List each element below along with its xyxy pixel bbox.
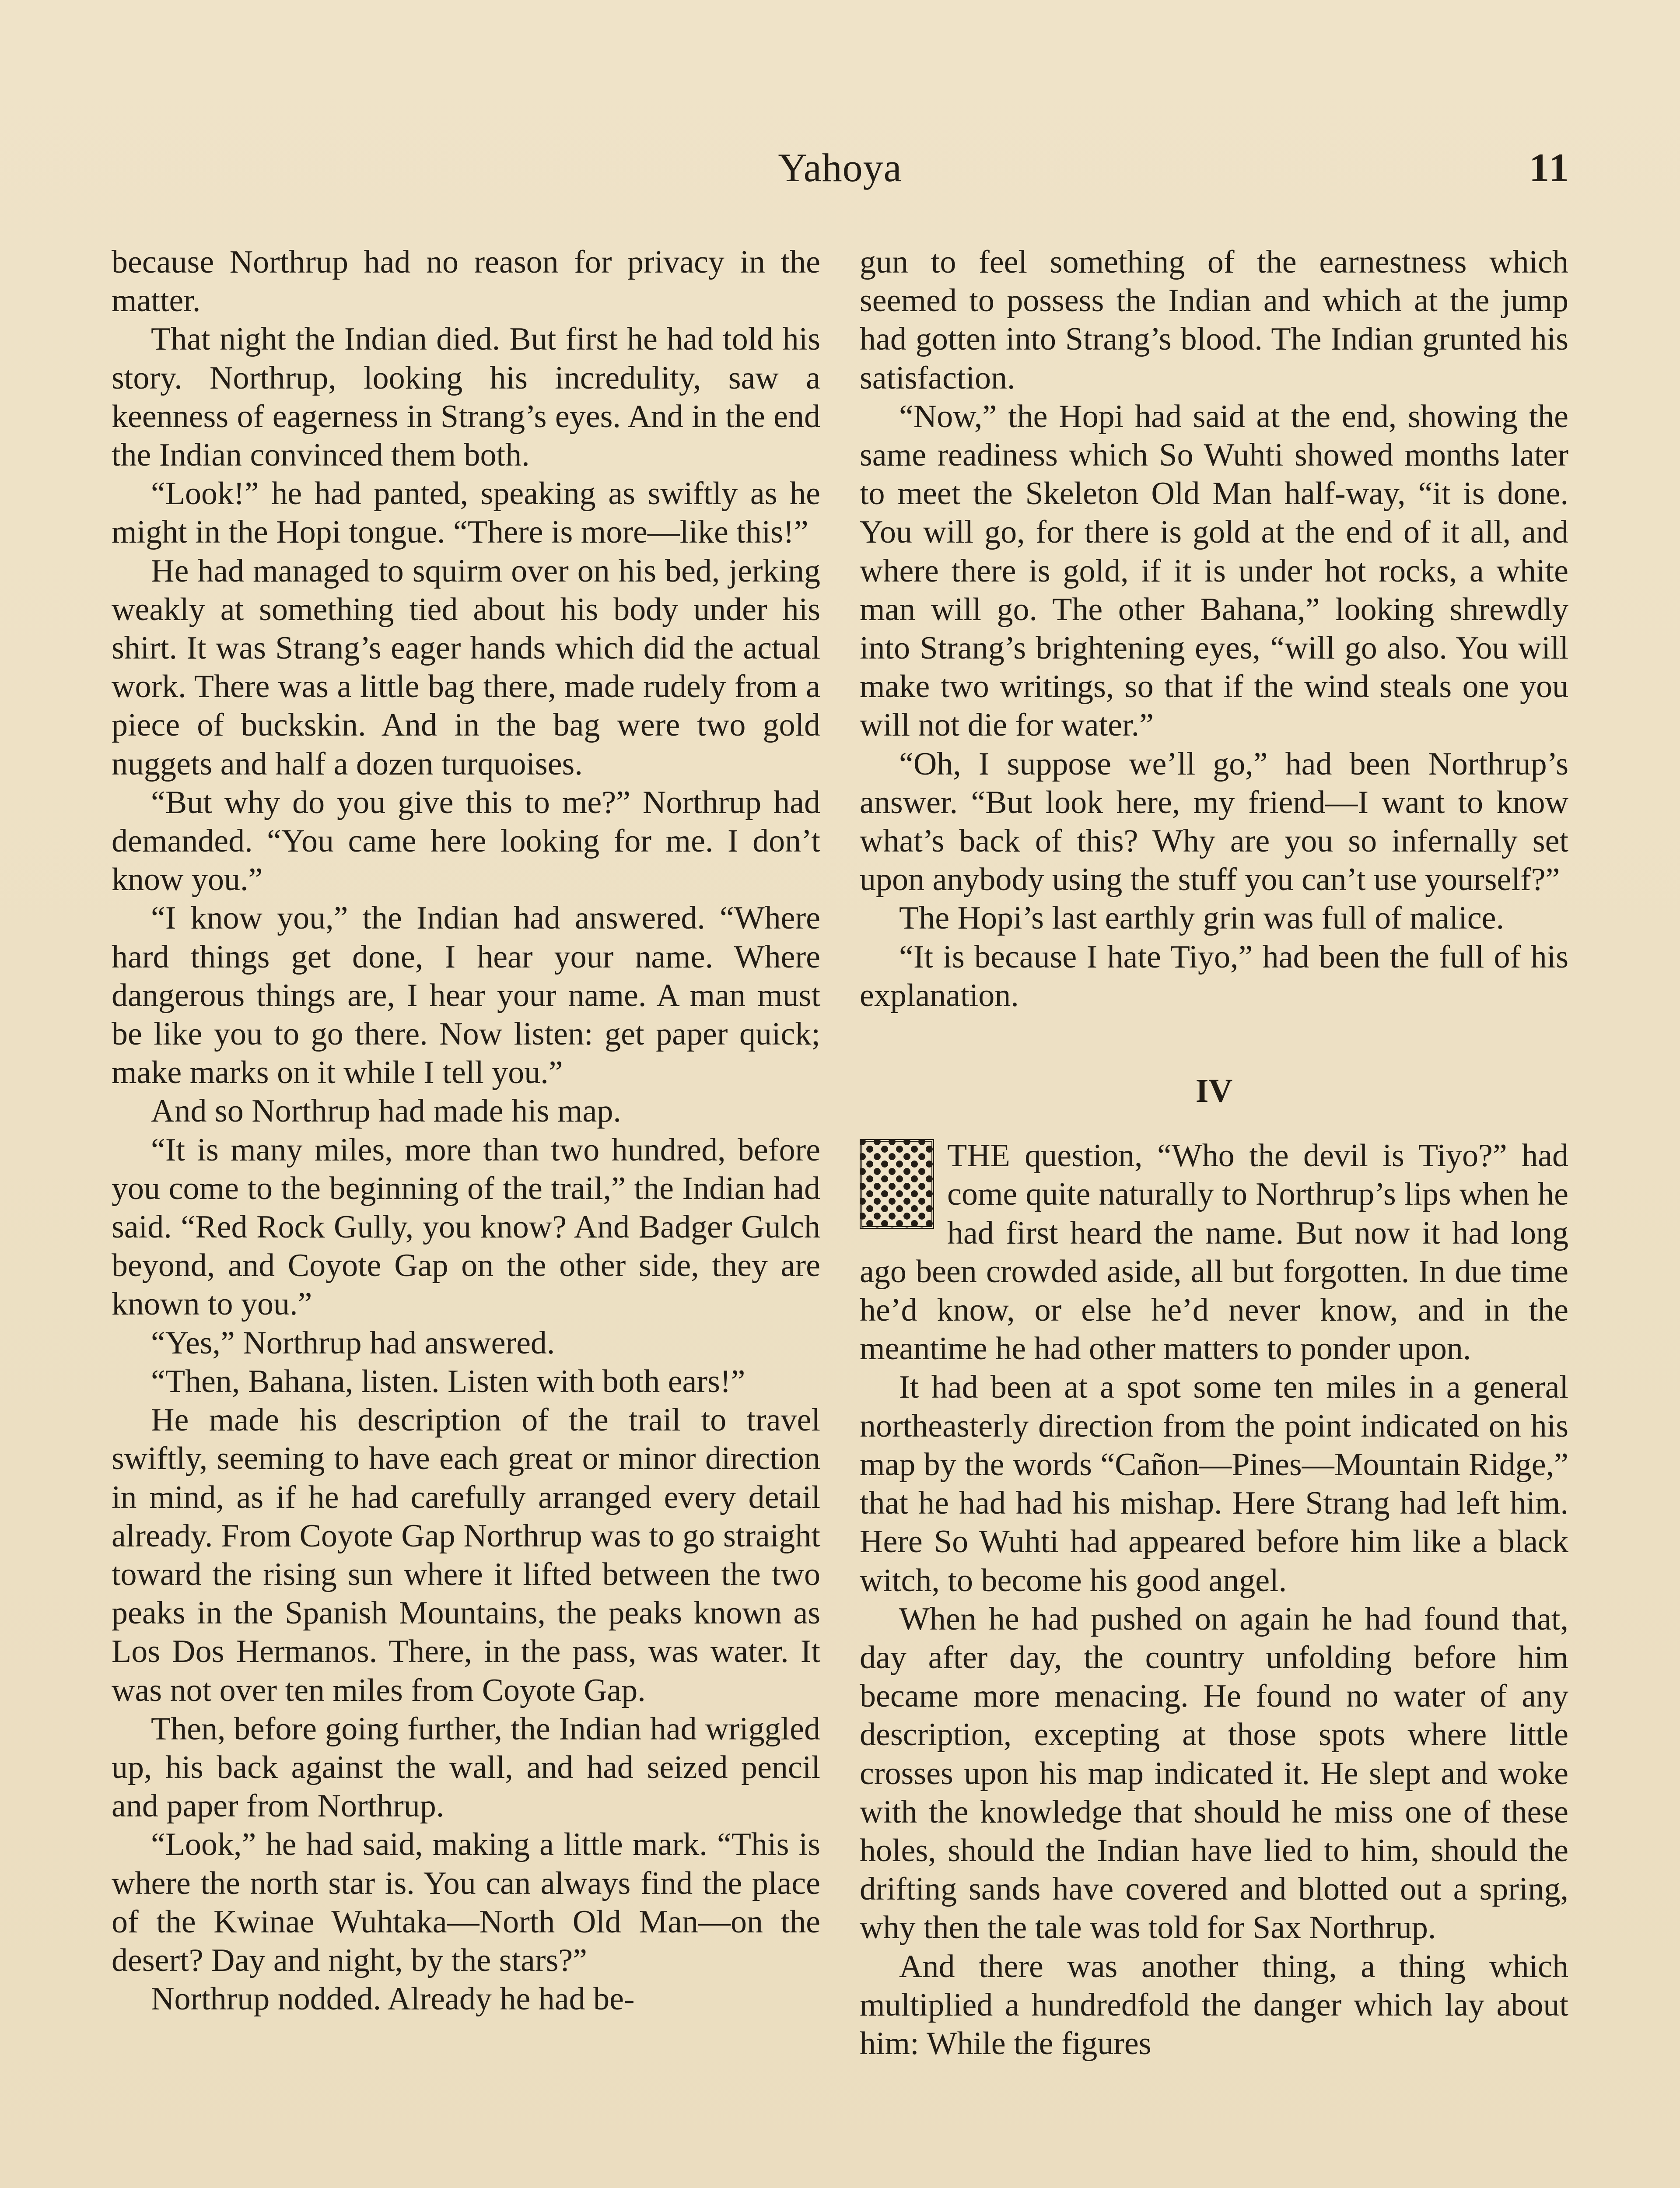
paragraph <box>112 1825 820 1980</box>
page-number: 11 <box>1529 145 1571 190</box>
paragraph <box>860 397 1568 745</box>
paragraph <box>860 1368 1568 1599</box>
paragraph-text: “It is because I hate Tiyo,” had been the full of his explanation. <box>860 939 1568 1013</box>
paragraph-text: “Now,” the Hopi had said at the end, showing the same readiness which So Wuhti showed months later to meet the Skeleton Old Man half-way, “it is done. You will go, for there is gold at the end of it all, and where there is gold, if it is under hot rocks, a white man will go. The other Bahana,” looking shrewdly into Strang’s brightening eyes, “will go also. You will make two writings, so that if the wind steals one you will not die for water.” <box>860 398 1568 743</box>
paragraph <box>112 320 820 474</box>
paragraph-text: “Yes,” Northrup had answered. <box>151 1325 555 1361</box>
paragraph <box>112 899 820 1092</box>
paragraph-text: “I know you,” the Indian had answered. “Where hard things get done, I hear your name. Where dangerous things are, I hear your name. A man must be like you to go there. Now listen: get paper quick; make marks on it while I tell you.” <box>112 900 820 1091</box>
paragraph-text: It had been at a spot some ten miles in a general northeasterly direction from the point indicated on his map by the words “Cañon—Pines—Mountain Ridge,” that he had had his mishap. Here Strang had left him. Here So Wuhti had appeared before him like a black witch, to become his good angel. <box>860 1369 1568 1599</box>
paragraph <box>112 1092 820 1130</box>
paragraph-text: And so Northrup had made his map. <box>151 1093 621 1129</box>
paragraph-text: “Look,” he had said, making a little mark. “This is where the north star is. You can always find the place of the Kwinae Wuhtaka—North Old Man—on the desert? Day and night, by the stars?” <box>112 1827 820 1978</box>
paragraph <box>860 745 1568 899</box>
paragraph <box>112 474 820 551</box>
paragraph-text: “It is many miles, more than two hundred, before you come to the beginning of the trail,” the Indian had said. “Red Rock Gully, you know? And Badger Gulch beyond, and Coyote Gap on the other side, they are known to you.” <box>112 1132 820 1322</box>
paragraph-text: gun to feel something of the earnestness which seemed to possess the Indian and which at the jump had gotten into Strang’s blood. The Indian grunted his satisfaction. <box>860 244 1568 396</box>
paragraph-text: because Northrup had no reason for privacy in the matter. <box>112 244 820 319</box>
page-title: Yahoya <box>778 145 902 190</box>
paragraph <box>860 1600 1568 1947</box>
right-column-part-one <box>860 243 1568 1015</box>
paragraph <box>860 1136 1568 1368</box>
paragraph <box>112 1362 820 1401</box>
paragraph <box>112 783 820 899</box>
paragraph <box>112 1324 820 1362</box>
section-number: IV <box>1195 1073 1233 1110</box>
paragraph <box>112 1710 820 1826</box>
paragraph-text: “Look!” he had panted, speaking as swiftly as he might in the Hopi tongue. “There is more—like this!” <box>112 476 820 551</box>
paragraph <box>112 1980 820 2018</box>
paragraph-text: “Then, Bahana, listen. Listen with both ears!” <box>151 1363 746 1399</box>
paragraph <box>112 552 820 783</box>
paragraph-text: Northrup nodded. Already he had be- <box>151 1981 635 2017</box>
paragraph <box>860 243 1568 397</box>
paragraph-text: That night the Indian died. But first he had told his story. Northrup, looking his incredulity, saw a keenness of eagerness in Strang’s eyes. And in the end the Indian convinced them both. <box>112 321 820 473</box>
paragraph-text: “Oh, I suppose we’ll go,” had been Northrup’s answer. “But look here, my friend—I want to know what’s back of this? Why are you so infernally set upon anybody using the stuff you can’t use yourself?” <box>860 746 1568 898</box>
paragraph <box>860 1947 1568 2063</box>
paragraph <box>112 243 820 320</box>
paragraph-text: He made his description of the trail to travel swiftly, seeming to have each great or minor direction in mind, as if he had carefully arranged every detail already. From Coyote Gap Northrup was to go straight toward the rising sun where it lifted between the two peaks in the Spanish Mountains, the peaks known as Los Dos Hermanos. There, in the pass, was water. It was not over ten miles from Coyote Gap. <box>112 1402 820 1708</box>
paragraph-text: And there was another thing, a thing which multiplied a hundredfold the danger which lay about him: While the figures <box>860 1948 1568 2062</box>
left-column <box>112 243 820 2018</box>
ornamental-dropcap-icon <box>860 1139 934 1229</box>
paragraph-text: Then, before going further, the Indian had wriggled up, his back against the wall, and had seized pencil and paper from Northrup. <box>112 1711 820 1824</box>
paragraph-text: He had managed to squirm over on his bed, jerking weakly at something tied about his body under his shirt. It was Strang’s eager hands which did the actual work. There was a little bag there, made rudely from a piece of buckskin. And in the bag were two gold nuggets and half a dozen turquoises. <box>112 553 820 782</box>
paragraph <box>112 1131 820 1324</box>
paragraph <box>860 899 1568 937</box>
paragraph-text: When he had pushed on again he had found that, day after day, the country unfolding before him became more menacing. He found no water of any description, excepting at those spots where little crosses upon his map indicated it. He slept and woke with the knowledge that should he miss one of these holes, should the Indian have lied to him, should the drifting sands have covered and blotted out a spring, why then the tale was told for Sax Northrup. <box>860 1601 1568 1946</box>
paragraph-text: “But why do you give this to me?” Northrup had demanded. “You came here looking for me. I don’t know you.” <box>112 784 820 898</box>
paragraph-text: The Hopi’s last earthly grin was full of malice. <box>899 900 1505 936</box>
paragraph-text: THE question, “Who the devil is Tiyo?” had come quite naturally to Northrup’s lips when he had first heard the name. But now it had long ago been crowded aside, all but forgotten. In due time he’d know, or else he’d never know, and in the meantime he had other matters to ponder upon. <box>860 1138 1568 1367</box>
paragraph <box>112 1401 820 1710</box>
running-head <box>0 144 1680 197</box>
paragraph <box>860 938 1568 1015</box>
right-column-part-two <box>860 1136 1568 2063</box>
right-column <box>860 243 1568 2063</box>
